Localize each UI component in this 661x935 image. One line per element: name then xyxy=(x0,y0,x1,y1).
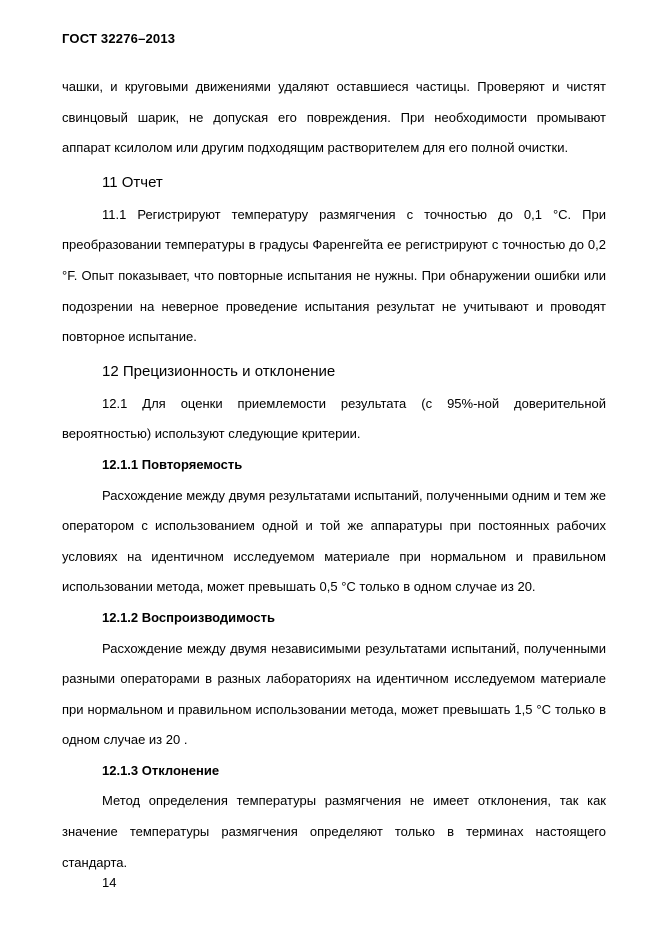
paragraph-11-1: 11.1 Регистрируют температуру размягчения с точностью до 0,1 °С. При преобразовании температуры в градусы Фаренгейта ее регистрируют с точностью до 0,2 °F. Опыт показывает, что повторные испытания не нужны. При обнаружении ошибки или подозрении на неверное проведение испытания результат не учитывают и проводят повторное испытание. xyxy=(62,206,606,345)
page-number: 14 xyxy=(102,875,117,890)
subsection-heading-12-1-1: 12.1.1 Повторяемость xyxy=(102,456,243,472)
standard-header: ГОСТ 32276–2013 xyxy=(62,31,176,46)
paragraph-12-1-3: Метод определения температуры размягчения не имеет отклонения, так как значение температуры размягчения определяют только в терминах настоящего стандарта. xyxy=(62,793,606,870)
paragraph-12-1: 12.1 Для оценки приемлемости результата (с 95%-ной доверительной вероятностью) используют следующие критерии. xyxy=(62,395,606,442)
subsection-heading-12-1-3: 12.1.3 Отклонение xyxy=(102,762,220,778)
section-heading-12: 12 Прецизионность и отклонение xyxy=(102,362,336,380)
paragraph-intro: чашки, и круговыми движениями удаляют оставшиеся частицы. Проверяют и чистят свинцовый шарик, не допуская его повреждения. При необходимости промывают аппарат ксилолом или другим подходящим растворителем для его полной очистки. xyxy=(62,79,606,156)
section-heading-11: 11 Отчет xyxy=(102,173,163,191)
page-content xyxy=(62,72,606,878)
paragraph-12-1-1: Расхождение между двумя результатами испытаний, полученными одним и тем же оператором с использованием одной и той же аппаратуры при постоянных рабочих условиях на идентичном исследуемом материале при нормальном и правильном использовании метода, может превышать 0,5 °С только в одном случае из 20. xyxy=(62,487,606,595)
paragraph-12-1-2: Расхождение между двумя независимыми результатами испытаний, полученными разными операторами в разных лабораториях на идентичном исследуемом материале при нормальном и правильном использовании метода, может превышать 1,5 °С только в одном случае из 20 . xyxy=(62,640,606,748)
subsection-heading-12-1-2: 12.1.2 Воспроизводимость xyxy=(102,609,275,625)
